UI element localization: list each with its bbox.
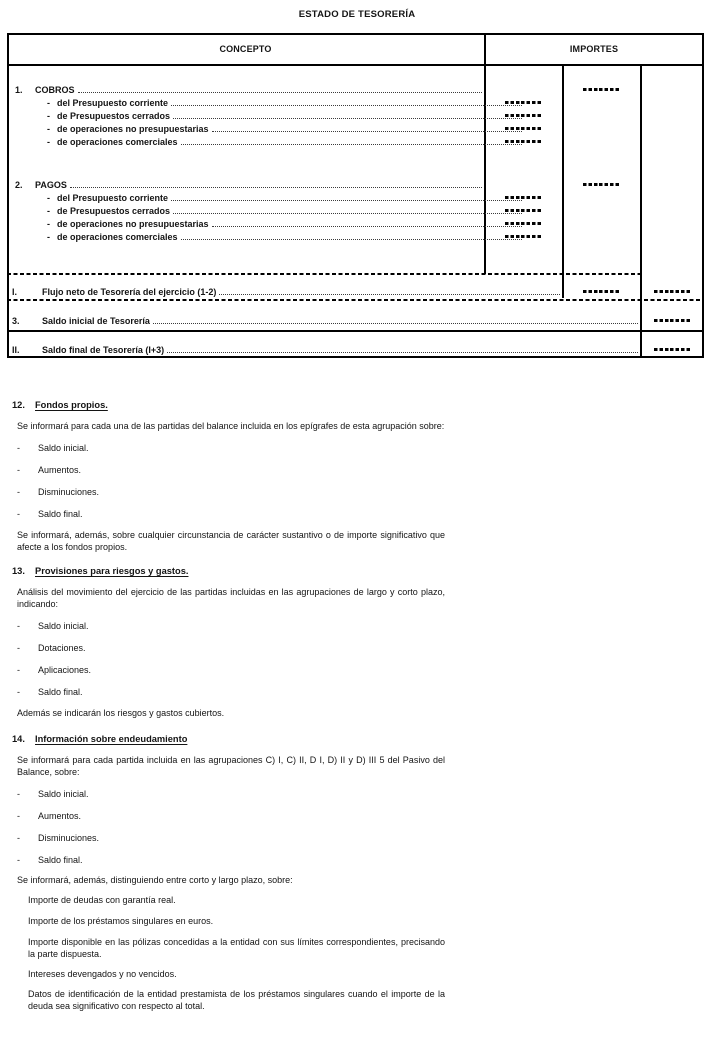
section-title: Información sobre endeudamiento: [35, 734, 188, 744]
section-paragraph: Se informará, además, distinguiendo entre corto y largo plazo, sobre:: [17, 875, 293, 885]
bullet-item: [17, 442, 462, 454]
row-bullet: -: [47, 98, 50, 108]
dashed-separator-below-flujo: [7, 299, 704, 301]
row-bullet: -: [47, 111, 50, 121]
document-title: ESTADO DE TESORERÍA: [298, 9, 416, 20]
table-row: [7, 135, 524, 147]
dot-leader: [153, 323, 638, 324]
dot-leader: [173, 213, 522, 214]
bullet-dash: -: [17, 789, 20, 799]
amount-placeholder: [505, 222, 541, 225]
row-label: de Presupuestos cerrados: [57, 111, 171, 121]
section-paragraph: Se informará para cada partida incluida en las agrupaciones C) I, C) II, D I, D) II y D) III 5 del Pasivo del Balance, sobre:: [17, 755, 445, 777]
bullet-text: Disminuciones.: [38, 833, 100, 843]
amount-placeholder: [505, 209, 541, 212]
bullet-text: Saldo inicial.: [38, 443, 89, 453]
bullet-item: [17, 832, 462, 844]
amount-placeholder: [654, 319, 690, 322]
table-row: [7, 122, 524, 134]
section-paragraph: Se informará para cada una de las partidas del balance incluida en los epígrafes de esta agrupación sobre:: [17, 421, 445, 431]
bullet-item: [17, 664, 462, 676]
section-heading: [0, 565, 462, 577]
table-row-saldo-final: [7, 343, 640, 355]
row-label: del Presupuesto corriente: [57, 193, 169, 203]
row-number: 1.: [15, 85, 23, 95]
dot-leader: [181, 239, 522, 240]
bullet-dash: -: [17, 621, 20, 631]
amount-placeholder: [654, 290, 690, 293]
row-label: de operaciones comerciales: [57, 137, 178, 147]
amount-placeholder: [583, 290, 619, 293]
table-row: [7, 204, 524, 216]
bullet-text: Saldo final.: [38, 855, 83, 865]
bullet-dash: -: [17, 811, 20, 821]
amount-placeholder: [505, 101, 541, 104]
section-paragraph: Se informará, además, sobre cualquier circunstancia de carácter sustantivo o de importe significativo que afecte a los fondos propios.: [17, 530, 445, 552]
dot-leader: [173, 118, 522, 119]
section-heading: [0, 733, 462, 745]
table-row: [7, 96, 524, 108]
row-bullet: -: [47, 219, 50, 229]
dot-leader: [70, 187, 482, 188]
section-heading: [0, 399, 462, 411]
row-number: I.: [12, 287, 18, 297]
bullet-item: [17, 686, 462, 698]
column-divider-sub1-sub2: [562, 66, 564, 298]
row-label: PAGOS: [35, 180, 67, 190]
bullet-item: [17, 620, 462, 632]
bullet-dash: -: [17, 665, 20, 675]
row-label: del Presupuesto corriente: [57, 98, 169, 108]
table-row: [7, 109, 524, 121]
bullet-dash: -: [17, 465, 20, 475]
section-endeudamiento: [0, 733, 462, 1012]
indented-item: Importe de los préstamos singulares en euros.: [28, 916, 214, 926]
row-label: de operaciones no presupuestarias: [57, 219, 209, 229]
amount-placeholder: [505, 196, 541, 199]
bullet-dash: -: [17, 643, 20, 653]
table-row: [7, 230, 524, 242]
dot-leader: [171, 105, 522, 106]
bullet-text: Dotaciones.: [38, 643, 86, 653]
indented-item: Importe disponible en las pólizas concedidas a la entidad con sus límites correspondientes, precisando la parte dispuesta.: [28, 937, 445, 959]
amount-placeholder: [505, 140, 541, 143]
separator-saldo-rows: [7, 330, 704, 332]
row-label: de operaciones no presupuestarias: [57, 124, 209, 134]
amount-placeholder: [505, 114, 541, 117]
section-number: 12.: [12, 400, 25, 410]
row-bullet: -: [47, 206, 50, 216]
bullet-dash: -: [17, 509, 20, 519]
dot-leader: [167, 352, 638, 353]
amount-placeholder: [505, 235, 541, 238]
section-provisiones: [0, 565, 462, 719]
bullet-text: Aumentos.: [38, 465, 82, 475]
dot-leader: [212, 226, 522, 227]
bullet-text: Saldo final.: [38, 687, 83, 697]
row-label: de operaciones comerciales: [57, 232, 178, 242]
bullet-text: Saldo inicial.: [38, 621, 89, 631]
row-number: 3.: [12, 316, 20, 326]
row-bullet: -: [47, 124, 50, 134]
row-bullet: -: [47, 232, 50, 242]
column-header-concepto: CONCEPTO: [219, 44, 272, 54]
column-divider-sub2-sub3: [640, 66, 642, 356]
section-title: Provisiones para riesgos y gastos.: [35, 566, 189, 576]
section-paragraph: Análisis del movimiento del ejercicio de las partidas incluidas en las agrupaciones de largo y corto plazo, indicando:: [17, 587, 445, 609]
dot-leader: [171, 200, 522, 201]
bullet-dash: -: [17, 687, 20, 697]
amount-placeholder: [654, 348, 690, 351]
row-bullet: -: [47, 193, 50, 203]
amount-placeholder: [583, 88, 619, 91]
bullet-text: Aumentos.: [38, 811, 82, 821]
bullet-text: Saldo final.: [38, 509, 83, 519]
indented-item: Importe de deudas con garantía real.: [28, 895, 176, 905]
notes-sections: [0, 399, 462, 1012]
section-number: 14.: [12, 734, 25, 744]
table-row-saldo-inicial: [7, 314, 640, 326]
header-divider-line: [7, 64, 704, 66]
dot-leader: [219, 294, 560, 295]
section-number: 13.: [12, 566, 25, 576]
bullet-dash: -: [17, 443, 20, 453]
bullet-dash: -: [17, 487, 20, 497]
row-bullet: -: [47, 137, 50, 147]
table-row-cobros: [7, 83, 484, 95]
table-row-pagos: [7, 178, 484, 190]
row-label: Saldo inicial de Tesorería: [42, 316, 150, 326]
bullet-text: Disminuciones.: [38, 487, 100, 497]
column-header-importes: IMPORTES: [569, 44, 619, 54]
dashed-separator-above-flujo: [7, 273, 640, 275]
dot-leader: [78, 92, 482, 93]
table-row: [7, 217, 524, 229]
bullet-dash: -: [17, 855, 20, 865]
indented-item: Intereses devengados y no vencidos.: [28, 969, 177, 979]
bullet-text: Saldo inicial.: [38, 789, 89, 799]
amount-placeholder: [505, 127, 541, 130]
bullet-item: [17, 854, 462, 866]
table-row-flujo-neto: [7, 285, 562, 297]
row-number: 2.: [15, 180, 23, 190]
bullet-item: [17, 642, 462, 654]
bullet-text: Aplicaciones.: [38, 665, 92, 675]
dot-leader: [212, 131, 522, 132]
row-label: Flujo neto de Tesorería del ejercicio (1-2): [42, 287, 217, 297]
dot-leader: [181, 144, 522, 145]
row-label: Saldo final de Tesorería (I+3): [42, 345, 165, 355]
row-label: COBROS: [35, 85, 75, 95]
bullet-item: [17, 810, 462, 822]
section-fondos-propios: [0, 399, 462, 553]
bullet-item: [17, 788, 462, 800]
amount-placeholder: [583, 183, 619, 186]
section-title: Fondos propios.: [35, 400, 108, 410]
section-paragraph: Además se indicarán los riesgos y gastos cubiertos.: [17, 708, 225, 718]
table-row: [7, 191, 524, 203]
bullet-dash: -: [17, 833, 20, 843]
row-number: II.: [12, 345, 20, 355]
bullet-item: [17, 464, 462, 476]
row-label: de Presupuestos cerrados: [57, 206, 171, 216]
bullet-item: [17, 486, 462, 498]
bullet-item: [17, 508, 462, 520]
indented-item: Datos de identificación de la entidad prestamista de los préstamos singulares cuando el importe de la deuda sea significativo con respecto al total.: [28, 989, 445, 1011]
